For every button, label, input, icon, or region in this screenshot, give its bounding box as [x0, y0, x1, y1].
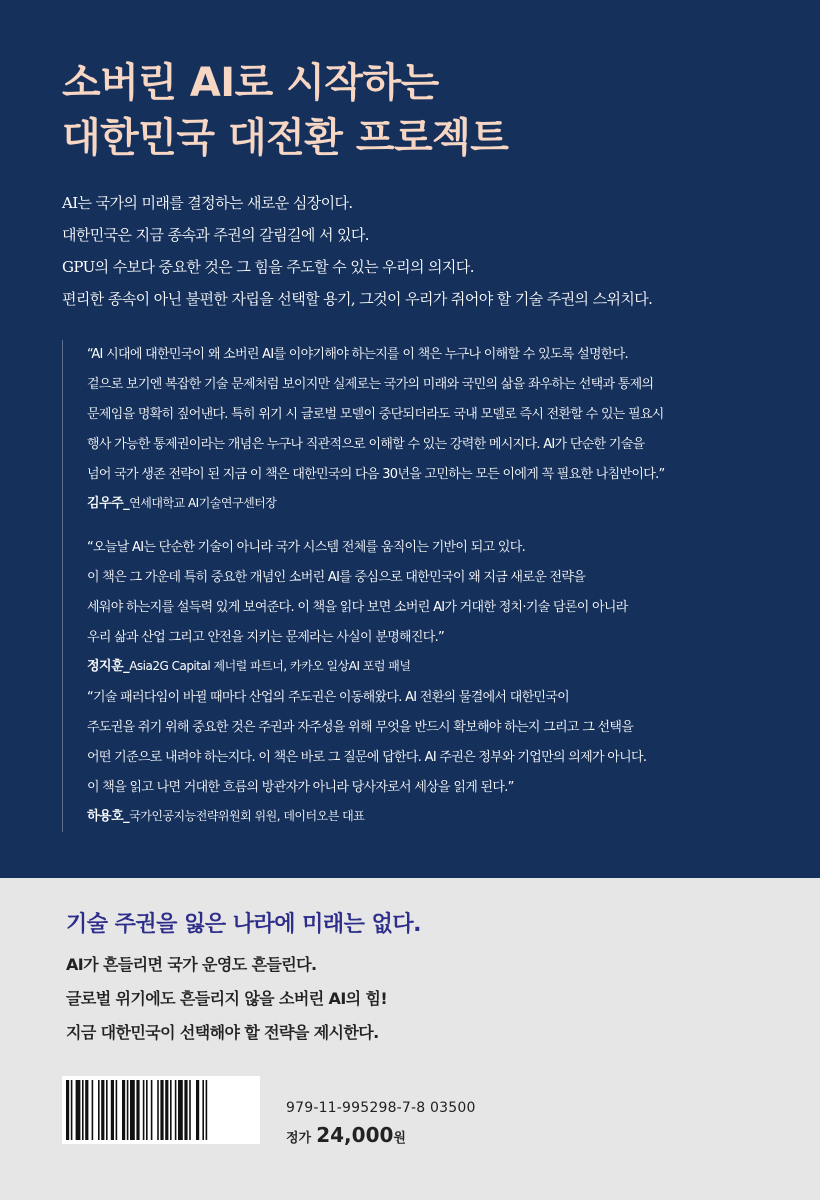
barcode-bar — [76, 1080, 81, 1140]
barcode-bar — [116, 1080, 118, 1140]
barcode-bar — [85, 1080, 88, 1140]
endorsements — [62, 340, 763, 832]
book-title — [62, 56, 508, 166]
barcode-bar — [82, 1080, 84, 1140]
lead-line: GPU의 수보다 중요한 것은 그 힘을 주도할 수 있는 우리의 의지다. — [62, 258, 474, 276]
summary-line: 지금 대한민국이 선택해야 할 전략을 제시한다. — [66, 1023, 379, 1042]
endorsement-2 — [87, 533, 628, 680]
barcode-bar — [111, 1080, 114, 1140]
lead-line: 편리한 종속이 아닌 불편한 자립을 선택할 용기, 그것이 우리가 쥐어야 할 기술 주권의 스위치다. — [62, 290, 653, 308]
lead-line: AI는 국가의 미래를 결정하는 새로운 심장이다. — [62, 194, 353, 212]
barcode-bar — [189, 1080, 191, 1140]
barcode-bar — [71, 1080, 73, 1140]
author-name: 김우주_ — [87, 496, 130, 511]
author-affiliation: Asia2G Capital 제너럴 파트너, 카카오 일상AI 포럼 패널 — [129, 659, 411, 673]
quote-line: 어떤 기준으로 내려야 하는지다. 이 책은 바로 그 질문에 답한다. AI 주권은 정부와 기업만의 의제가 아니다. — [87, 750, 647, 765]
quote-line: 우리 삶과 산업 그리고 안전을 지키는 문제라는 사실이 분명해진다.” — [87, 630, 445, 645]
endorsement-author — [87, 653, 628, 680]
book-title-line: 대한민국 대전환 프로젝트 — [62, 115, 509, 161]
barcode-bar — [122, 1080, 125, 1140]
quote-line: 이 책을 읽고 나면 거대한 흐름의 방관자가 아니라 당사자로서 세상을 읽게 된다.” — [87, 780, 514, 795]
barcode-bar — [127, 1080, 129, 1140]
barcode-bar — [170, 1080, 172, 1140]
barcode-bar — [206, 1080, 208, 1140]
quote-line: 행사 가능한 통제권이라는 개념은 누구나 직관적으로 이해할 수 있는 강력한 메시지다. AI가 단순한 기술을 — [87, 437, 645, 452]
quote-line: 넘어 국가 생존 전략이 된 지금 이 책은 대한민국의 다음 30년을 고민하는 모든 이에게 꼭 필요한 나침반이다.” — [87, 467, 665, 482]
author-name: 하용호_ — [87, 809, 130, 824]
barcode-bar — [165, 1080, 168, 1140]
price-value: 24,000 — [316, 1123, 394, 1147]
barcode-bar — [143, 1080, 145, 1140]
quote-line: 세워야 하는지를 설득력 있게 보여준다. 이 책을 읽다 보면 소버린 AI가 거대한 정치·기술 담론이 아니라 — [87, 600, 628, 615]
barcode-bar — [136, 1080, 139, 1140]
endorsement-3 — [87, 683, 646, 830]
endorsement-quote — [87, 533, 628, 653]
barcode-bar — [151, 1080, 153, 1140]
quote-line: “AI 시대에 대한민국이 왜 소버린 AI를 이야기해야 하는지를 이 책은 누구나 이해할 수 있도록 설명한다. — [87, 347, 628, 362]
barcode — [62, 1076, 260, 1144]
endorsement-quote — [87, 683, 646, 803]
barcode-bar — [130, 1080, 135, 1140]
quote-line: “오늘날 AI는 단순한 기술이 아니라 국가 시스템 전체를 움직이는 기반이 되고 있다. — [87, 540, 526, 555]
price — [286, 1123, 406, 1147]
barcode-bar — [202, 1080, 204, 1140]
summary-line: 글로벌 위기에도 흔들리지 않을 소버린 AI의 힘! — [66, 989, 388, 1008]
book-title-line: 소버린 AI로 시작하는 — [62, 60, 439, 106]
barcode-bar — [101, 1080, 104, 1140]
barcode-bar — [178, 1080, 183, 1140]
summary-line: AI가 흔들리면 국가 운영도 흔들린다. — [66, 955, 317, 974]
lead-line: 대한민국은 지금 종속과 주권의 갈림길에 서 있다. — [62, 226, 369, 244]
barcode-bar — [157, 1080, 159, 1140]
price-label: 정가 — [286, 1131, 312, 1146]
barcode-bar — [175, 1080, 177, 1140]
lead-paragraph — [62, 187, 652, 315]
barcode-bar — [98, 1080, 100, 1140]
quote-line: “기술 패러다임이 바뀔 때마다 산업의 주도권은 이동해왔다. AI 전환의 물결에서 대한민국이 — [87, 690, 570, 705]
barcode-bar — [92, 1080, 94, 1140]
author-affiliation: 연세대학교 AI기술연구센터장 — [129, 496, 277, 510]
tagline: 기술 주권을 잃은 나라에 미래는 없다. — [66, 912, 421, 937]
quote-line: 문제임을 명확히 짚어낸다. 특히 위기 시 글로벌 모델이 중단되더라도 국내 모델로 즉시 전환할 수 있는 필요시 — [87, 407, 664, 422]
endorsement-author — [87, 490, 665, 517]
barcode-bar — [196, 1080, 199, 1140]
endorsement-quote — [87, 340, 665, 490]
author-name: 정지훈_ — [87, 659, 130, 674]
endorsement-1 — [87, 340, 665, 517]
barcode-bar — [66, 1080, 69, 1140]
quote-line: 주도권을 쥐기 위해 중요한 것은 주권과 자주성을 위해 무엇을 반드시 확보해야 하는지 그리고 그 선택을 — [87, 720, 634, 735]
isbn: 979-11-995298-7-8 03500 — [286, 1100, 476, 1116]
barcode-bar — [184, 1080, 187, 1140]
barcode-bar — [146, 1080, 148, 1140]
quote-line: 이 책은 그 가운데 특히 중요한 개념인 소버린 AI를 중심으로 대한민국이 왜 지금 새로운 전략을 — [87, 570, 586, 585]
price-unit: 원 — [393, 1131, 406, 1146]
summary-lines — [66, 948, 387, 1050]
endorsement-author — [87, 803, 646, 830]
author-affiliation: 국가인공지능전략위원회 위원, 데이터오븐 대표 — [129, 809, 365, 823]
barcode-bar — [160, 1080, 163, 1140]
barcode-bar — [106, 1080, 108, 1140]
barcode-icon — [62, 1076, 260, 1144]
quote-line: 겉으로 보기엔 복잡한 기술 문제처럼 보이지만 실제로는 국가의 미래와 국민의 삶을 좌우하는 선택과 통제의 — [87, 377, 654, 392]
